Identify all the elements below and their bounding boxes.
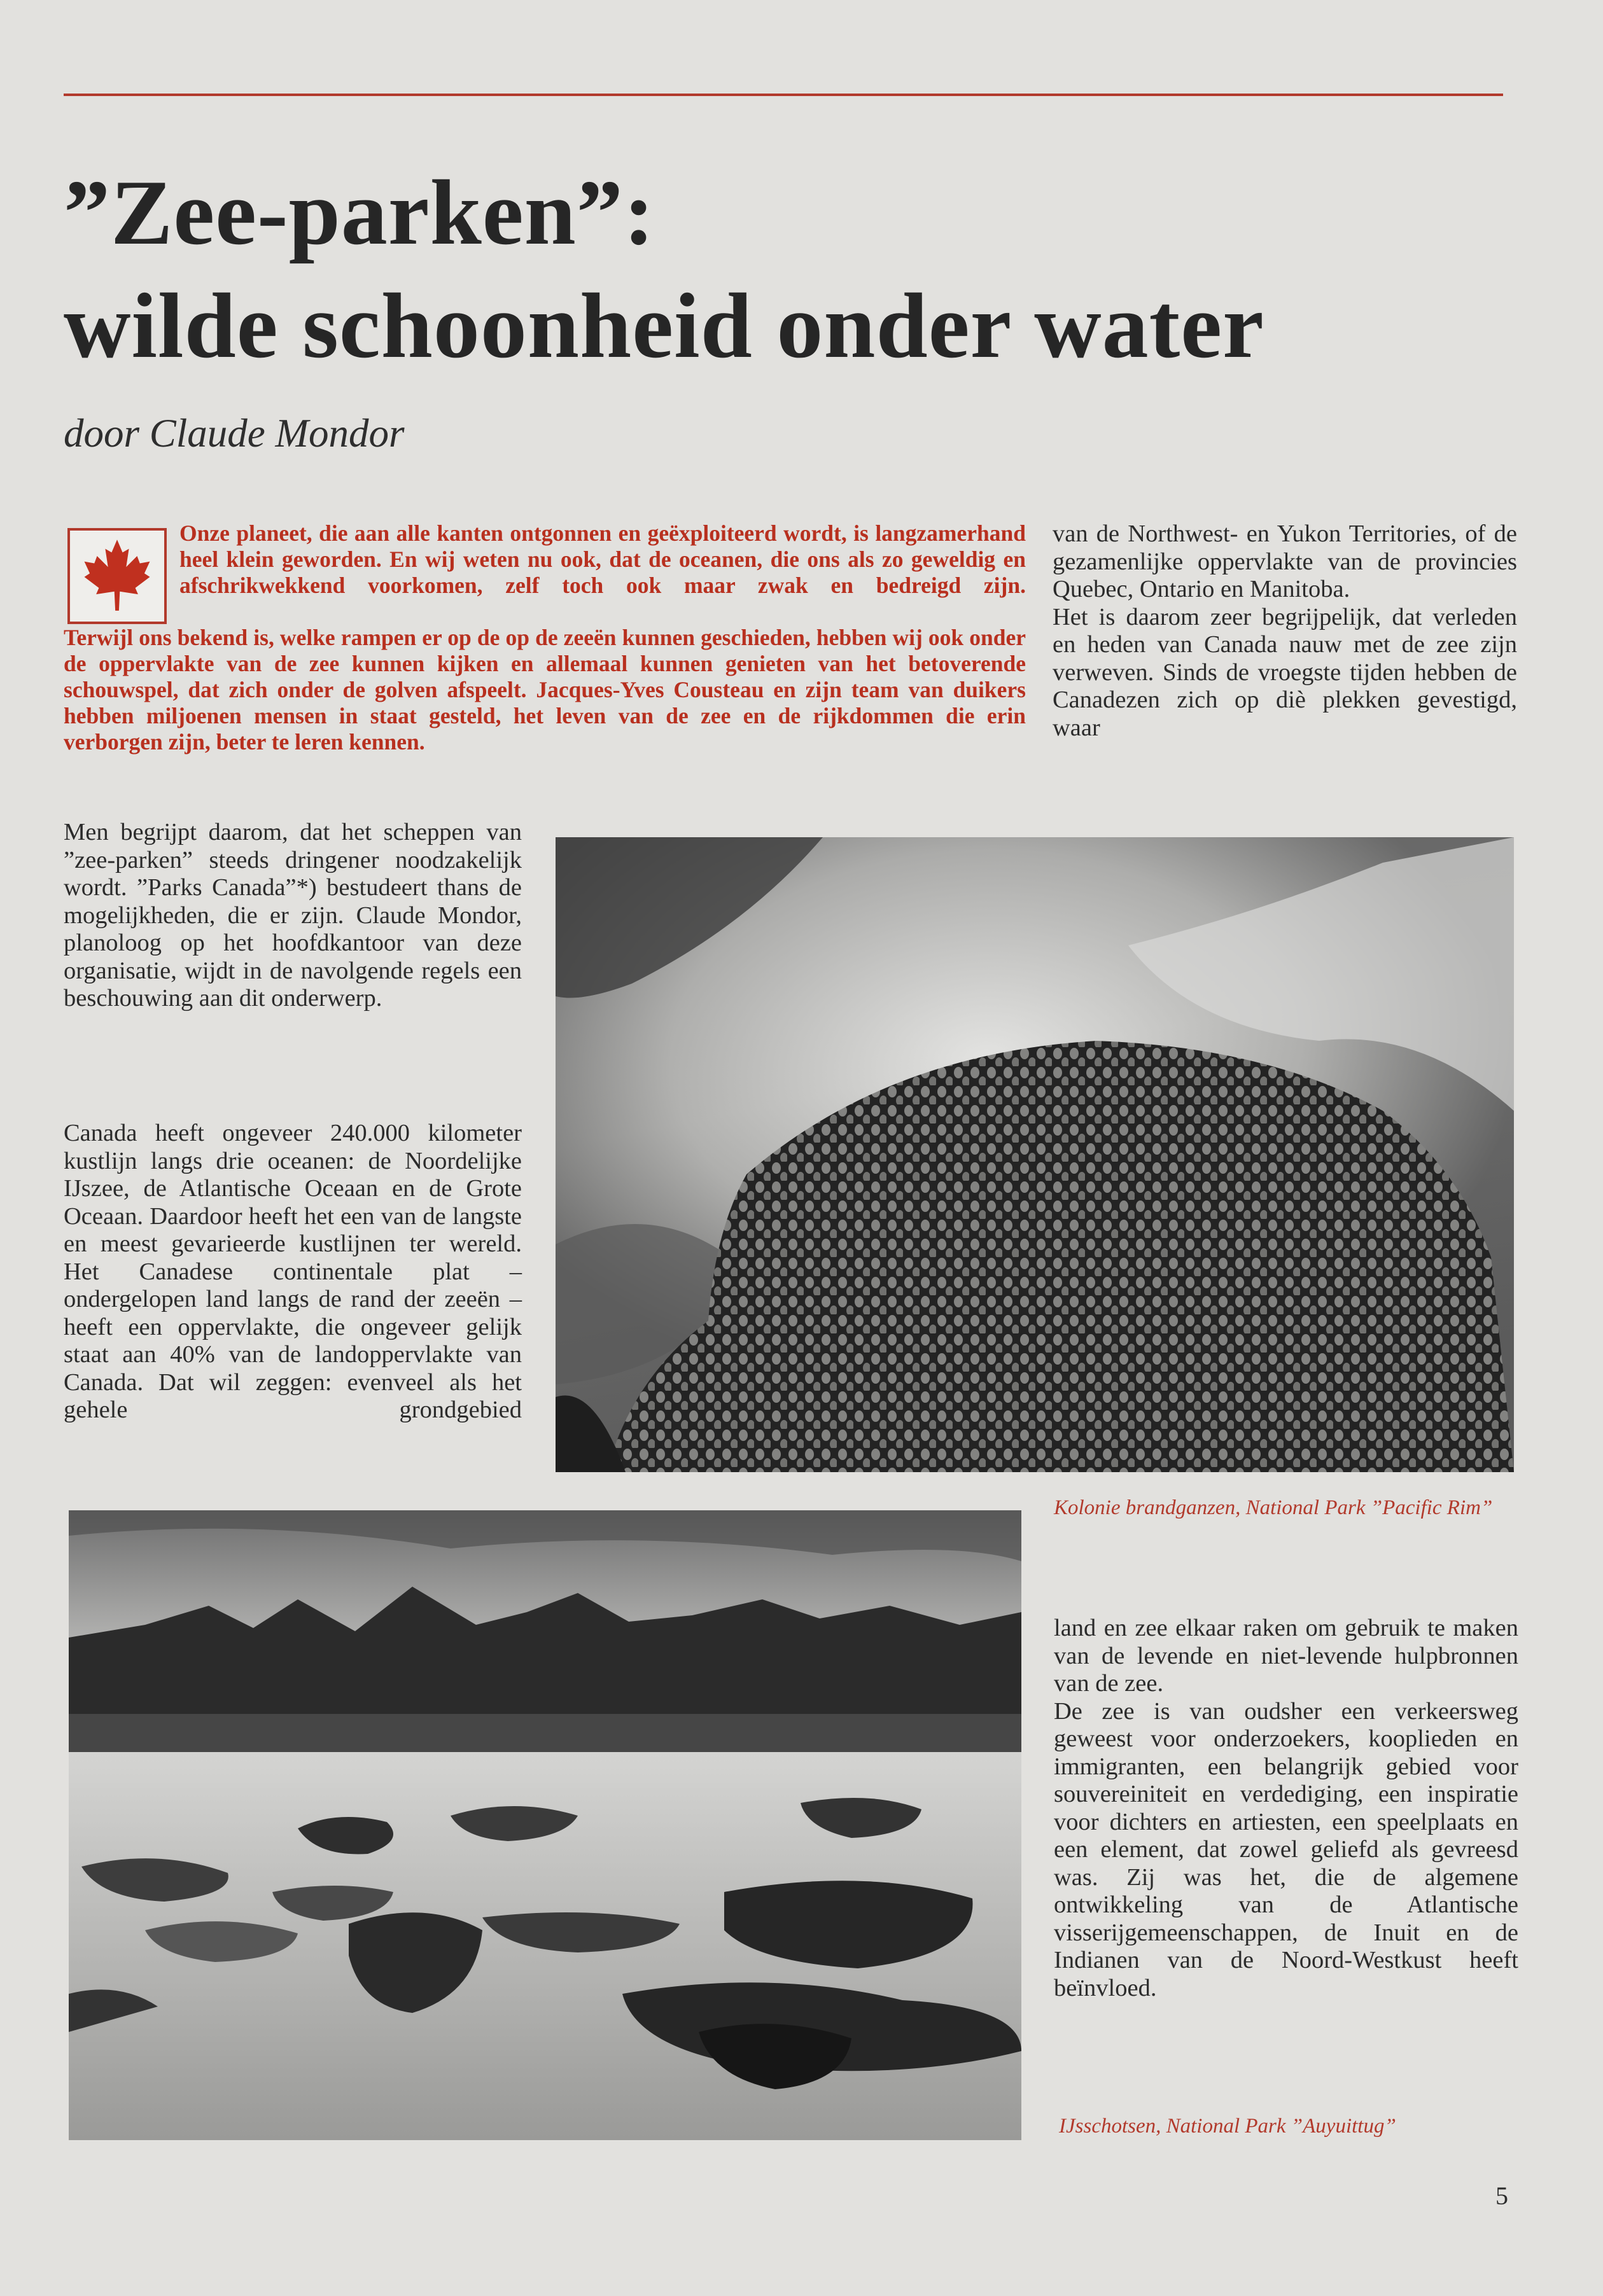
intro-text: Terwijl ons bekend is, welke rampen er op de op de zeeën kunnen geschieden, hebben wij ook onder de oppervlakte van de zee kunnen kijken en allemaal kunnen genieten van het betoverende schouwspel, dat zich onder de golven afspeelt. Jacques-Yves Cousteau en zijn team van duikers hebben miljoenen mensen in staat gesteld, het leven van de zee en de rijkdommen die erin verborgen zijn, beter te leren kennen. xyxy=(64,625,1026,755)
maple-leaf-graphic xyxy=(70,531,164,622)
paragraph: land en zee elkaar raken om gebruik te maken van de levende en niet-levende hulpbronnen van de zee. xyxy=(1054,1615,1518,1697)
photo-caption-2: IJsschotsen, National Park ”Auyuittug” xyxy=(1059,2115,1396,2138)
title-line-2: wilde schoonheid onder water xyxy=(64,274,1264,377)
paragraph: Canada heeft ongeveer 240.000 kilometer kustlijn langs drie oceanen: de Noordelijke IJszee, de Atlantische Oceaan en de Grote Oceaan. Daardoor heeft het een van de langste en meest gevarieerde kustlijnen ter wereld. Het Canadese continentale plat – ondergelopen land langs de rand der zeeën – heeft een oppervlakte, die ongeveer gelijk staat aan 40% van de landoppervlakte van Canada. Dat wil zeggen: evenveel als het gehele grondgebied xyxy=(64,1120,522,1423)
photo-brant-geese-colony xyxy=(556,837,1514,1472)
photo-ice-floes xyxy=(69,1510,1021,2140)
article-title xyxy=(64,156,1264,382)
page-number: 5 xyxy=(1495,2181,1508,2210)
right-column-bottom-text xyxy=(1054,1615,1518,2002)
paragraph: Men begrijpt daarom, dat het scheppen van ”zee-parken” steeds dringener noodzakelijk wordt. ”Parks Canada”*) bestudeert thans de mogelijkheden, die er zijn. Claude Mondor, planoloog op het hoofdkantoor van deze organisatie, wijdt in de navolgende regels een beschouwing aan dit onderwerp. xyxy=(64,819,522,1012)
left-column-text-1 xyxy=(64,819,522,1013)
title-line-1: ”Zee-parken”: xyxy=(64,161,655,264)
paragraph: van de Northwest- en Yukon Territories, of de gezamenlijke oppervlakte van de provincies Quebec, Ontario en Manitoba. xyxy=(1053,520,1517,602)
top-rule xyxy=(64,94,1503,96)
intro-text-beside-flag: Onze planeet, die aan alle kanten ontgonnen en geëxploiteerd wordt, is langzamerhand heel klein geworden. En wij weten nu ook, dat de oceanen, die ons als zo geweldig en afschrikwekkend voorkomen, zelf toch ook maar zwak en bedreigd zijn. xyxy=(179,520,1026,598)
left-column-text-2 xyxy=(64,1120,522,1424)
paragraph: Het is daarom zeer begrijpelijk, dat verleden en heden van Canada nauw met de zee zijn verweven. Sinds de vroegste tijden hebben de Canadezen zich op diè plekken gevestigd, waar xyxy=(1053,603,1517,741)
photo-caption-1: Kolonie brandganzen, National Park ”Pacific Rim” xyxy=(1054,1496,1493,1519)
maple-leaf-icon xyxy=(67,528,167,624)
byline: door Claude Mondor xyxy=(64,411,405,456)
paragraph: De zee is van oudsher een verkeersweg geweest voor onderzoekers, kooplieden en immigranten, een belangrijk gebied voor souvereiniteit en verdediging, een inspiratie voor dichters en artiesten, een speelplaats en een element, dat zowel geliefd als gevreesd was. Zij was het, die de algemene ontwikkeling van de Atlantische visserijgemeenschappen, de Inuit en de Indianen van de Noord-Westkust heeft beïnvloed. xyxy=(1054,1697,1518,2001)
right-column-top-text xyxy=(1053,520,1517,742)
